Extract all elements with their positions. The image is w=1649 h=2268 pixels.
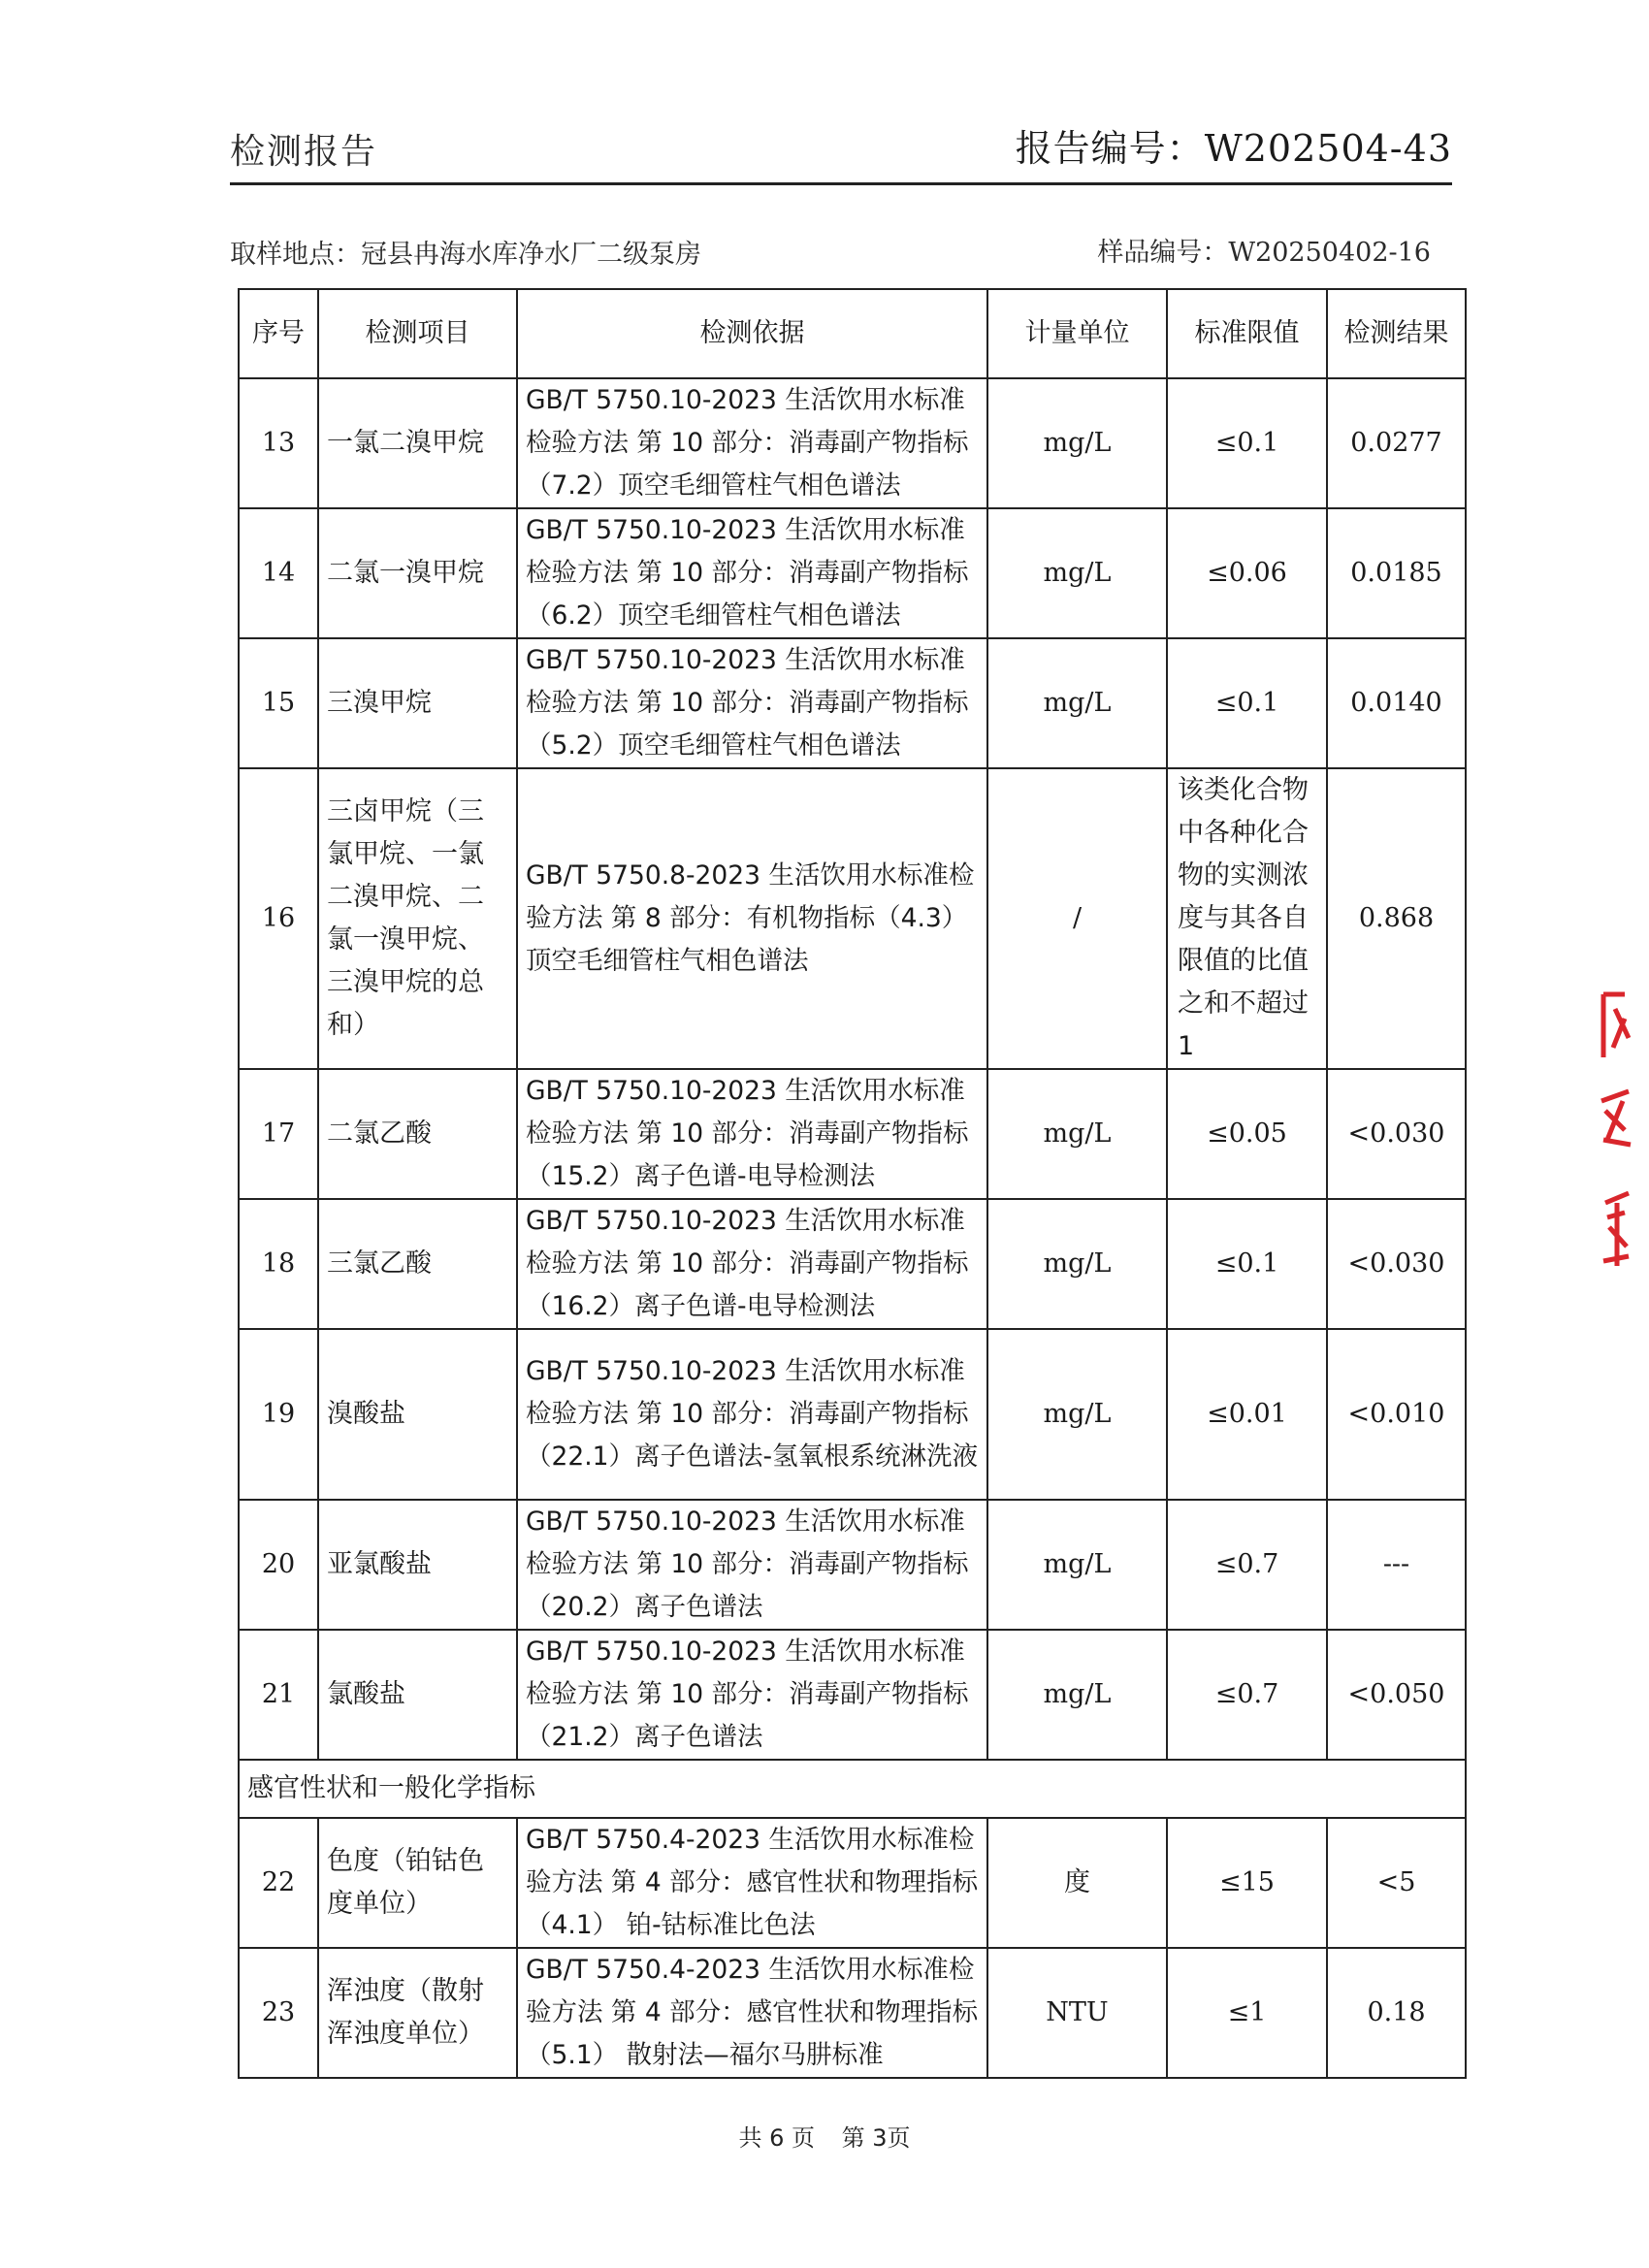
cell-result: <0.010: [1327, 1329, 1466, 1500]
table-row: [239, 768, 1466, 1069]
report-number-value: W202504-43: [1204, 127, 1452, 170]
sample-number: [1097, 231, 1431, 269]
cell-unit: mg/L: [987, 1500, 1167, 1630]
cell-limit: ≤0.05: [1167, 1069, 1327, 1199]
results-table: [238, 288, 1467, 2079]
cell-limit: ≤0.7: [1167, 1500, 1327, 1630]
cell-item: 一氯二溴甲烷: [318, 378, 517, 508]
col-header-result: 检测结果: [1327, 289, 1466, 378]
cell-result: <0.050: [1327, 1630, 1466, 1760]
cell-no: 17: [239, 1069, 318, 1199]
report-number: [1016, 118, 1452, 172]
cell-item: 色度（铂钴色度单位）: [318, 1818, 517, 1948]
cell-item: 三氯乙酸: [318, 1199, 517, 1329]
table-row: [239, 1948, 1466, 2078]
cell-unit: /: [987, 768, 1167, 1069]
table-row: [239, 638, 1466, 768]
cell-no: 19: [239, 1329, 318, 1500]
seal-stamp-fragment: [1596, 985, 1634, 1276]
cell-limit: ≤0.01: [1167, 1329, 1327, 1500]
cell-item: 浑浊度（散射浑浊度单位）: [318, 1948, 517, 2078]
cell-unit: mg/L: [987, 508, 1167, 638]
cell-result: 0.0185: [1327, 508, 1466, 638]
cell-basis: GB/T 5750.10-2023 生活饮用水标准检验方法 第 10 部分：消毒副产物指标（20.2）离子色谱法: [517, 1500, 987, 1630]
cell-no: 18: [239, 1199, 318, 1329]
cell-unit: mg/L: [987, 638, 1167, 768]
page-footer: [0, 2119, 1649, 2153]
cell-unit: mg/L: [987, 378, 1167, 508]
cell-no: 23: [239, 1948, 318, 2078]
cell-item: 三溴甲烷: [318, 638, 517, 768]
cell-result: ---: [1327, 1500, 1466, 1630]
col-header-item: 检测项目: [318, 289, 517, 378]
col-header-unit: 计量单位: [987, 289, 1167, 378]
cell-item: 氯酸盐: [318, 1630, 517, 1760]
cell-basis: GB/T 5750.8-2023 生活饮用水标准检验方法 第 8 部分：有机物指标（4.3）顶空毛细管柱气相色谱法: [517, 768, 987, 1069]
cell-basis: GB/T 5750.10-2023 生活饮用水标准检验方法 第 10 部分：消毒副产物指标（7.2）顶空毛细管柱气相色谱法: [517, 378, 987, 508]
cell-basis: GB/T 5750.10-2023 生活饮用水标准检验方法 第 10 部分：消毒副产物指标（15.2）离子色谱-电导检测法: [517, 1069, 987, 1199]
table-row: [239, 1329, 1466, 1500]
cell-unit: mg/L: [987, 1069, 1167, 1199]
cell-basis: GB/T 5750.10-2023 生活饮用水标准检验方法 第 10 部分：消毒副产物指标（16.2）离子色谱-电导检测法: [517, 1199, 987, 1329]
cell-item: 亚氯酸盐: [318, 1500, 517, 1630]
sampling-site-value: 冠县冉海水库净水厂二级泵房: [361, 240, 701, 270]
cell-basis: GB/T 5750.4-2023 生活饮用水标准检验方法 第 4 部分：感官性状和物理指标（4.1） 铂-钴标准比色法: [517, 1818, 987, 1948]
page-header: [230, 124, 1452, 185]
seal-stroke-middle: [1601, 1091, 1631, 1145]
report-number-label: 报告编号：: [1015, 127, 1205, 170]
cell-result: 0.0277: [1327, 378, 1466, 508]
table-row: [239, 1630, 1466, 1760]
cell-no: 13: [239, 378, 318, 508]
cell-no: 14: [239, 508, 318, 638]
cell-limit: ≤0.06: [1167, 508, 1327, 638]
section-row: [239, 1760, 1466, 1818]
col-header-limit: 标准限值: [1167, 289, 1327, 378]
col-header-no: 序号: [239, 289, 318, 378]
seal-stroke-top: [1603, 994, 1629, 1057]
cell-limit: 该类化合物中各种化合物的实测浓度与其各自限值的比值之和不超过1: [1167, 768, 1327, 1069]
cell-limit: ≤15: [1167, 1818, 1327, 1948]
cell-limit: ≤0.1: [1167, 638, 1327, 768]
table-row: [239, 1818, 1466, 1948]
cell-basis: GB/T 5750.10-2023 生活饮用水标准检验方法 第 10 部分：消毒副产物指标（6.2）顶空毛细管柱气相色谱法: [517, 508, 987, 638]
cell-unit: mg/L: [987, 1329, 1167, 1500]
results-table-header: [239, 289, 1466, 378]
cell-result: 0.18: [1327, 1948, 1466, 2078]
cell-result: <0.030: [1327, 1199, 1466, 1329]
cell-result: <5: [1327, 1818, 1466, 1948]
cell-result: 0.0140: [1327, 638, 1466, 768]
cell-unit: mg/L: [987, 1199, 1167, 1329]
cell-no: 21: [239, 1630, 318, 1760]
report-title: 检测报告: [230, 132, 378, 172]
cell-item: 三卤甲烷（三氯甲烷、一氯二溴甲烷、二氯一溴甲烷、三溴甲烷的总和）: [318, 768, 517, 1069]
cell-no: 15: [239, 638, 318, 768]
table-row: [239, 1500, 1466, 1630]
sampling-site-label: 取样地点：: [230, 240, 361, 270]
cell-unit: mg/L: [987, 1630, 1167, 1760]
table-row: [239, 1199, 1466, 1329]
cell-item: 二氯一溴甲烷: [318, 508, 517, 638]
sample-number-value: W20250402-16: [1228, 238, 1431, 268]
cell-limit: ≤0.1: [1167, 378, 1327, 508]
sampling-site: [230, 233, 701, 271]
cell-result: 0.868: [1327, 768, 1466, 1069]
total-pages: 共 6 页: [738, 2124, 815, 2152]
cell-basis: GB/T 5750.10-2023 生活饮用水标准检验方法 第 10 部分：消毒副产物指标（22.1）离子色谱法-氢氧根系统淋洗液: [517, 1329, 987, 1500]
current-page: 第 3页: [841, 2124, 911, 2152]
table-row: [239, 508, 1466, 638]
cell-limit: ≤1: [1167, 1948, 1327, 2078]
cell-result: <0.030: [1327, 1069, 1466, 1199]
cell-no: 20: [239, 1500, 318, 1630]
cell-basis: GB/T 5750.10-2023 生活饮用水标准检验方法 第 10 部分：消毒副产物指标（5.2）顶空毛细管柱气相色谱法: [517, 638, 987, 768]
table-row: [239, 378, 1466, 508]
cell-basis: GB/T 5750.4-2023 生活饮用水标准检验方法 第 4 部分：感官性状和物理指标（5.1） 散射法—福尔马肼标准: [517, 1948, 987, 2078]
cell-item: 二氯乙酸: [318, 1069, 517, 1199]
section-title: 感官性状和一般化学指标: [239, 1760, 1466, 1818]
header-row: [239, 289, 1466, 378]
cell-no: 16: [239, 768, 318, 1069]
table-row: [239, 1069, 1466, 1199]
col-header-basis: 检测依据: [517, 289, 987, 378]
cell-limit: ≤0.1: [1167, 1199, 1327, 1329]
seal-stroke-bottom: [1603, 1193, 1629, 1266]
sample-number-label: 样品编号：: [1097, 238, 1229, 268]
cell-unit: NTU: [987, 1948, 1167, 2078]
cell-item: 溴酸盐: [318, 1329, 517, 1500]
cell-unit: 度: [987, 1818, 1167, 1948]
cell-limit: ≤0.7: [1167, 1630, 1327, 1760]
seal-strokes: [1601, 994, 1631, 1266]
results-table-body: [239, 378, 1466, 2078]
cell-no: 22: [239, 1818, 318, 1948]
cell-basis: GB/T 5750.10-2023 生活饮用水标准检验方法 第 10 部分：消毒副产物指标（21.2）离子色谱法: [517, 1630, 987, 1760]
